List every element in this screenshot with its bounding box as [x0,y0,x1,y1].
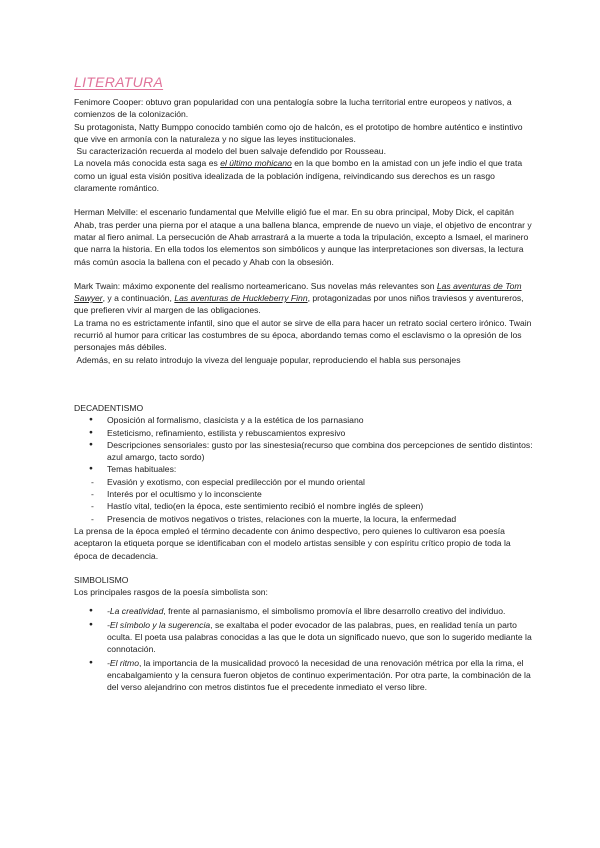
twain-paragraph-3: Además, en su relato introdujo la viveza del lenguaje popular, reproduciendo el habla sus personajes [74,354,461,365]
simbolismo-text: , se exaltaba el poder evocador de las palabras, pues, en realidad tenía un parto oculta. El poeta usa palabras conocidas a las que le dota un significado nuevo, que son lo sugerido mediante la connotación. [107,619,532,655]
book-title-huckleberry-finn: Las aventuras de Huckleberry Finn [174,293,308,304]
simbolismo-heading: SIMBOLISMO [74,574,129,585]
list-item: - Evasión y exotismo, con especial predilección por el mundo oriental [74,476,534,488]
document-content [74,74,534,694]
twain-p1-mid: , y a continuación, [102,293,175,304]
cooper-p4-after: en la que bombo en la amistad con un jefe indio el que trata como un igual esta visión positiva idealizada de la población indígena, reivindicando sus derechos es un rasgo claramente romántico. [74,158,523,194]
decadentismo-heading: DECADENTISMO [74,402,144,413]
decadentismo-closing: La prensa de la época empleó el término decadente con ánimo despectivo, pero quienes lo cultivaron esa poesía aceptaron la etiqueta porque se identificaban con el modelo artistas sensible y con espíritu crítico propio de toda la época de decadencia. [74,525,511,561]
cooper-paragraph-3: Su caracterización recuerda al modelo del buen salvaje defendido por Rousseau. [74,146,386,157]
list-item: ● Oposición al formalismo, clasicista y a la estética de los parnasiano [74,414,534,426]
cooper-paragraph-2: Su protagonista, Natty Bumppo conocido también como ojo de halcón, es el prototipo de hombre auténtico e instintivo que vive en armonía con la naturaleza y no sigue las leyes institucionales. [74,121,523,144]
simbolismo-list [74,605,534,693]
twain-p1-after: , protagonizadas por unos niños traviesos y aventureros, que prefieren vivir al margen de las obligaciones. [74,293,524,316]
list-item [74,619,534,656]
list-item: - Presencia de motivos negativos o tristes, relaciones con la muerte, la locura, la enfermedad [74,513,534,525]
melville-paragraph: Herman Melville: el escenario fundamental que Melville eligió fue el mar. En su obra principal, Moby Dick, el capitán Ahab, tras perder una pierna por el ataque a una ballena blanca, emprende de nuevo un viaje, el objetivo de encontrar y matar al fiero animal. La persecución de Ahab arrastrará a la muerte a toda la tripulación, excepto a Ismael, el marinero que narra la historia. En ella todos los elementos son simbólicos y aunque las interpretaciones son diversas, la lectura más común asocia la ballena con el pecado y Ahab con la obsesión. [74,207,532,267]
cooper-p4-before: La novela más conocida esta saga es [74,158,221,169]
list-item [74,657,534,694]
simbolismo-text: , la importancia de la musicalidad provocó la necesidad de una renovación métrica por ella la rima, el encabalgamiento y la censura fueron objetos de continuo experimentación. Por otra parte, la combinación de la del verso alejandrino con metros distintos fue el precedente inmediato el verso libre. [107,657,531,693]
book-title-ultimo-mohicano: el último mohicano [220,158,292,169]
book-title-tom-sawyer: Las aventuras de Tom Sawyer [74,280,522,304]
simbolismo-term: -El ritmo [107,657,139,668]
list-item: ● Esteticismo, refinamiento, estilista y rebuscamientos expresivo [74,427,534,439]
list-item: ● Temas habituales: [74,463,534,475]
simbolismo-intro: Los principales rasgos de la poesía simbolista son: [74,587,268,598]
page-title: LITERATURA [74,74,164,90]
list-item [74,605,534,617]
simbolismo-text: , frente al parnasianismo, el simbolismo promovía el libre desarrollo creativo del individuo. [163,606,506,617]
cooper-paragraph-4 [74,157,534,194]
twain-paragraph-1 [74,280,534,317]
decadentismo-bullet-list [74,414,534,475]
list-item: - Interés por el ocultismo y lo inconsciente [74,488,534,500]
decadentismo-dash-list [74,476,534,525]
list-item: ● Descripciones sensoriales: gusto por las sinestesia(recurso que combina dos percepciones de sentido distintos: azul amargo, tacto sordo) [74,439,534,464]
cooper-paragraph-1: Fenimore Cooper: obtuvo gran popularidad con una pentalogía sobre la lucha territorial entre europeos y nativos, a comienzos de la colonización. [74,97,512,120]
twain-p1-before: Mark Twain: máximo exponente del realismo norteamericano. Sus novelas más relevantes son [74,280,437,291]
simbolismo-term: -El símbolo y la sugerencia [107,619,211,630]
twain-paragraph-2: La trama no es estrictamente infantil, sino que el autor se sirve de ella para hacer un retrato social certero irónico. Twain recurrió al humor para criticar las costumbres de su época, abordando temas como el esclavismo o la opresión de los personajes más débiles. [74,317,532,353]
list-item: - Hastío vital, tedio(en la época, este sentimiento recibió el nombre inglés de spleen) [74,500,534,512]
simbolismo-term: -La creatividad [107,606,164,617]
